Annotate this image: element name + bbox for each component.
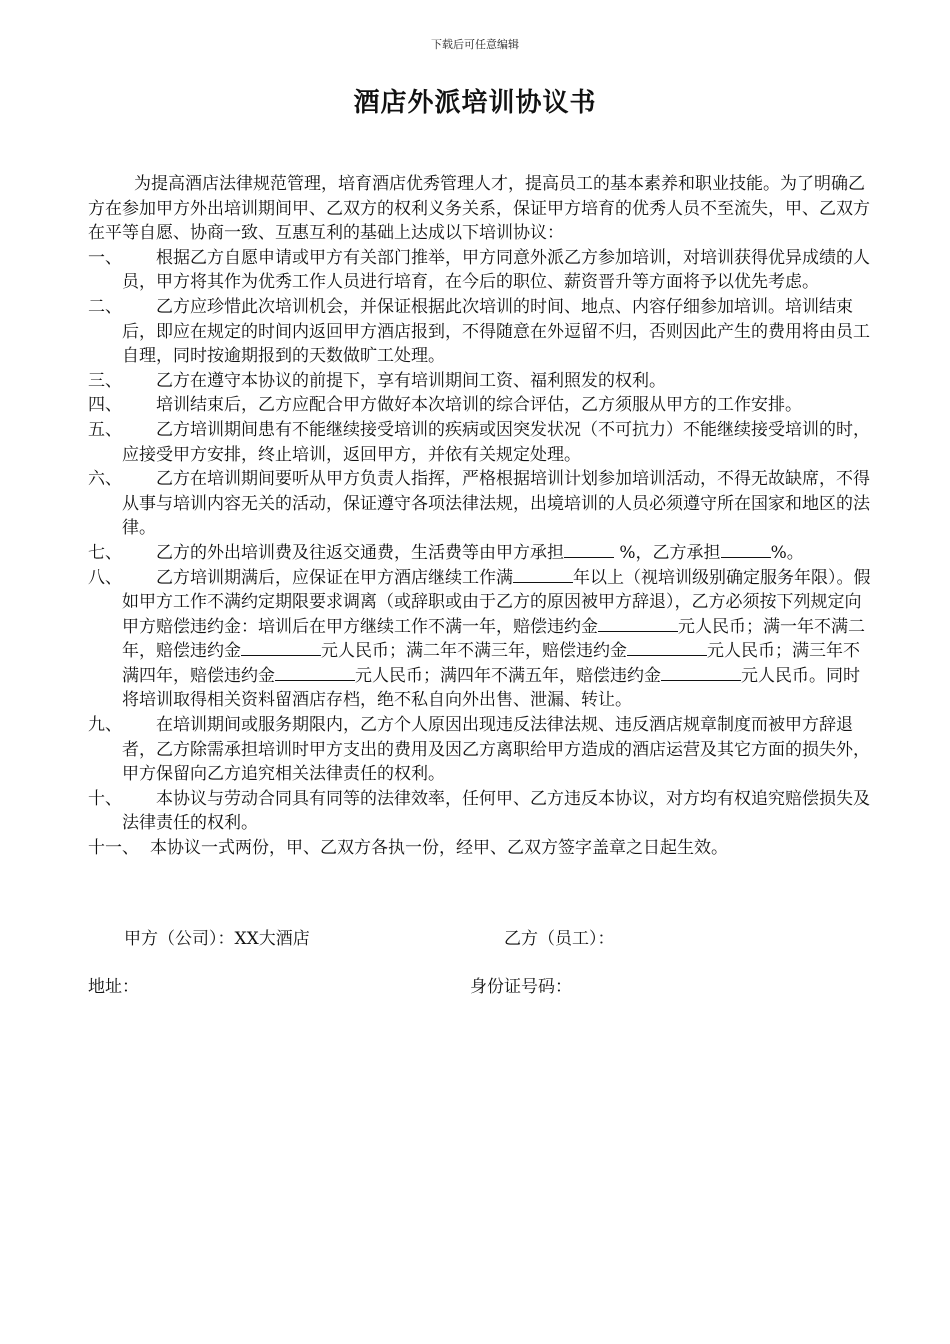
clause-text: 乙方在培训期间要听从甲方负责人指挥，严格根据培训计划参加培训活动，不得无故缺席，不得从事与培训内容无关的活动，保证遵守各项法律法规，出境培训的人员必须遵守所在国家和地区的法律。 [122,469,870,539]
clause-10 [88,787,872,836]
clause-text [122,566,872,714]
clause-number: 六、 [88,469,122,490]
clause-text: 根据乙方自愿申请或甲方有关部门推举，甲方同意外派乙方参加培训，对培训获得优异成绩的人员，甲方将其作为优秀工作人员进行培育，在今后的职位、薪资晋升等方面将予以优先考虑。 [122,247,870,293]
address-label: 地址： [88,977,139,997]
clause-text: 培训结束后，乙方应配合甲方做好本次培训的综合评估，乙方须服从甲方的工作安排。 [156,395,802,416]
fill-blank-years[interactable] [513,566,573,583]
id-number-label: 身份证号码： [470,977,572,997]
clause-number: 九、 [88,715,122,736]
clause-number: 七、 [88,542,122,563]
clause-number: 三、 [88,370,122,391]
clause-text-part: 元人民币；满四年不满五年，赔偿违约金 [355,665,661,686]
clause-text: 本协议与劳动合同具有同等的法律效率，任何甲、乙方违反本协议，对方均有权追究赔偿损失及法律责任的权利。 [122,788,870,834]
header-note: 下载后可任意编辑 [431,38,519,51]
clause-text: 在培训期间或服务期限内，乙方个人原因出现违反法律法规、违反酒店规章制度而被甲方辞退者，乙方除需承担培训时甲方支出的费用及因乙方离职给甲方造成的酒店运营及其它方面的损失外，甲方保留向乙方追究相关法律责任的权利。 [122,715,870,785]
clause-text-part: 元人民币。同时将培训取得相关资料留酒店存档，绝不私自向外出售、泄漏、转让。 [122,665,860,711]
clause-5 [88,418,872,467]
clause-6 [88,467,872,541]
clause-text [122,541,872,566]
clause-text-part: 元人民币；满一年不满二年，赔偿违约金 [122,616,865,662]
fill-blank-penalty-2[interactable] [241,639,321,656]
clause-text-part: 乙方的外出培训费及往返交通费，生活费等由甲方承担 [156,542,564,563]
clause-text: 乙方在遵守本协议的前提下，享有培训期间工资、福利照发的权利。 [156,370,666,391]
clause-number: 一、 [88,247,122,268]
clause-text-part: 乙方培训期满后，应保证在甲方酒店继续工作满 [156,567,513,588]
clause-number: 四、 [88,395,122,416]
fill-blank-penalty-3[interactable] [627,639,707,656]
clause-text-part: 元人民币；满二年不满三年，赔偿违约金 [321,641,627,662]
intro-paragraph: 为提高酒店法律规范管理，培育酒店优秀管理人才，提高员工的基本素养和职业技能。为了明确乙方在参加甲方外出培训期间甲、乙双方的权利义务关系，保证甲方培育的优秀人员不至流失，甲、乙双方在平等自愿、协商一致、互惠互利的基础上达成以下培训协议： [88,174,870,244]
clause-4 [88,393,872,418]
clause-8 [88,566,872,714]
clause-11 [88,836,872,861]
party-b-label: 乙方（员工）： [504,929,615,949]
clause-text-part: %。 [770,542,804,563]
clause-2 [88,295,872,369]
clause-number: 二、 [88,296,122,317]
fill-blank-party-b-percent[interactable] [721,541,771,558]
clause-number: 十一、 [88,838,139,859]
clause-3 [88,369,872,394]
clause-text-part: 元人民币；满三年不满四年，赔偿违约金 [122,641,860,686]
fill-blank-penalty-5[interactable] [661,664,741,681]
clause-text: 本协议一式两份，甲、乙双方各执一份，经甲、乙双方签字盖章之日起生效。 [150,838,728,859]
clause-7 [88,541,872,566]
clause-number: 五、 [88,419,122,440]
clause-text: 乙方培训期间患有不能继续接受培训的疾病或因突发状况（不可抗力）不能继续接受培训的时，应接受甲方安排，终止培训，返回甲方，并依有关规定处理。 [122,419,870,465]
clause-1 [88,246,872,295]
clause-number: 八、 [88,567,122,588]
clause-9 [88,713,872,787]
clause-number: 十、 [88,788,122,809]
fill-blank-penalty-4[interactable] [275,664,355,681]
agreement-body [88,172,872,861]
fill-blank-penalty-1[interactable] [598,615,678,632]
document-title: 酒店外派培训协议书 [353,88,597,118]
party-a-label: 甲方（公司）：XX大酒店 [124,929,310,949]
clause-text: 乙方应珍惜此次培训机会，并保证根据此次培训的时间、地点、内容仔细参加培训。培训结束后，即应在规定的时间内返回甲方酒店报到，不得随意在外逗留不归，否则因此产生的费用将由员工自理，同时按逾期报到的天数做旷工处理。 [122,296,870,367]
clause-text-part: %，乙方承担 [614,542,721,563]
clause-text-part: 年以上（视培训级别确定服务年限）。假如甲方工作不满约定期限要求调离（或辞职或由于乙方的原因被甲方辞退），乙方必须按下列规定向甲方赔偿违约金：培训后在甲方继续工作不满一年，赔偿违约金 [122,567,871,637]
fill-blank-party-a-percent[interactable] [564,541,614,558]
